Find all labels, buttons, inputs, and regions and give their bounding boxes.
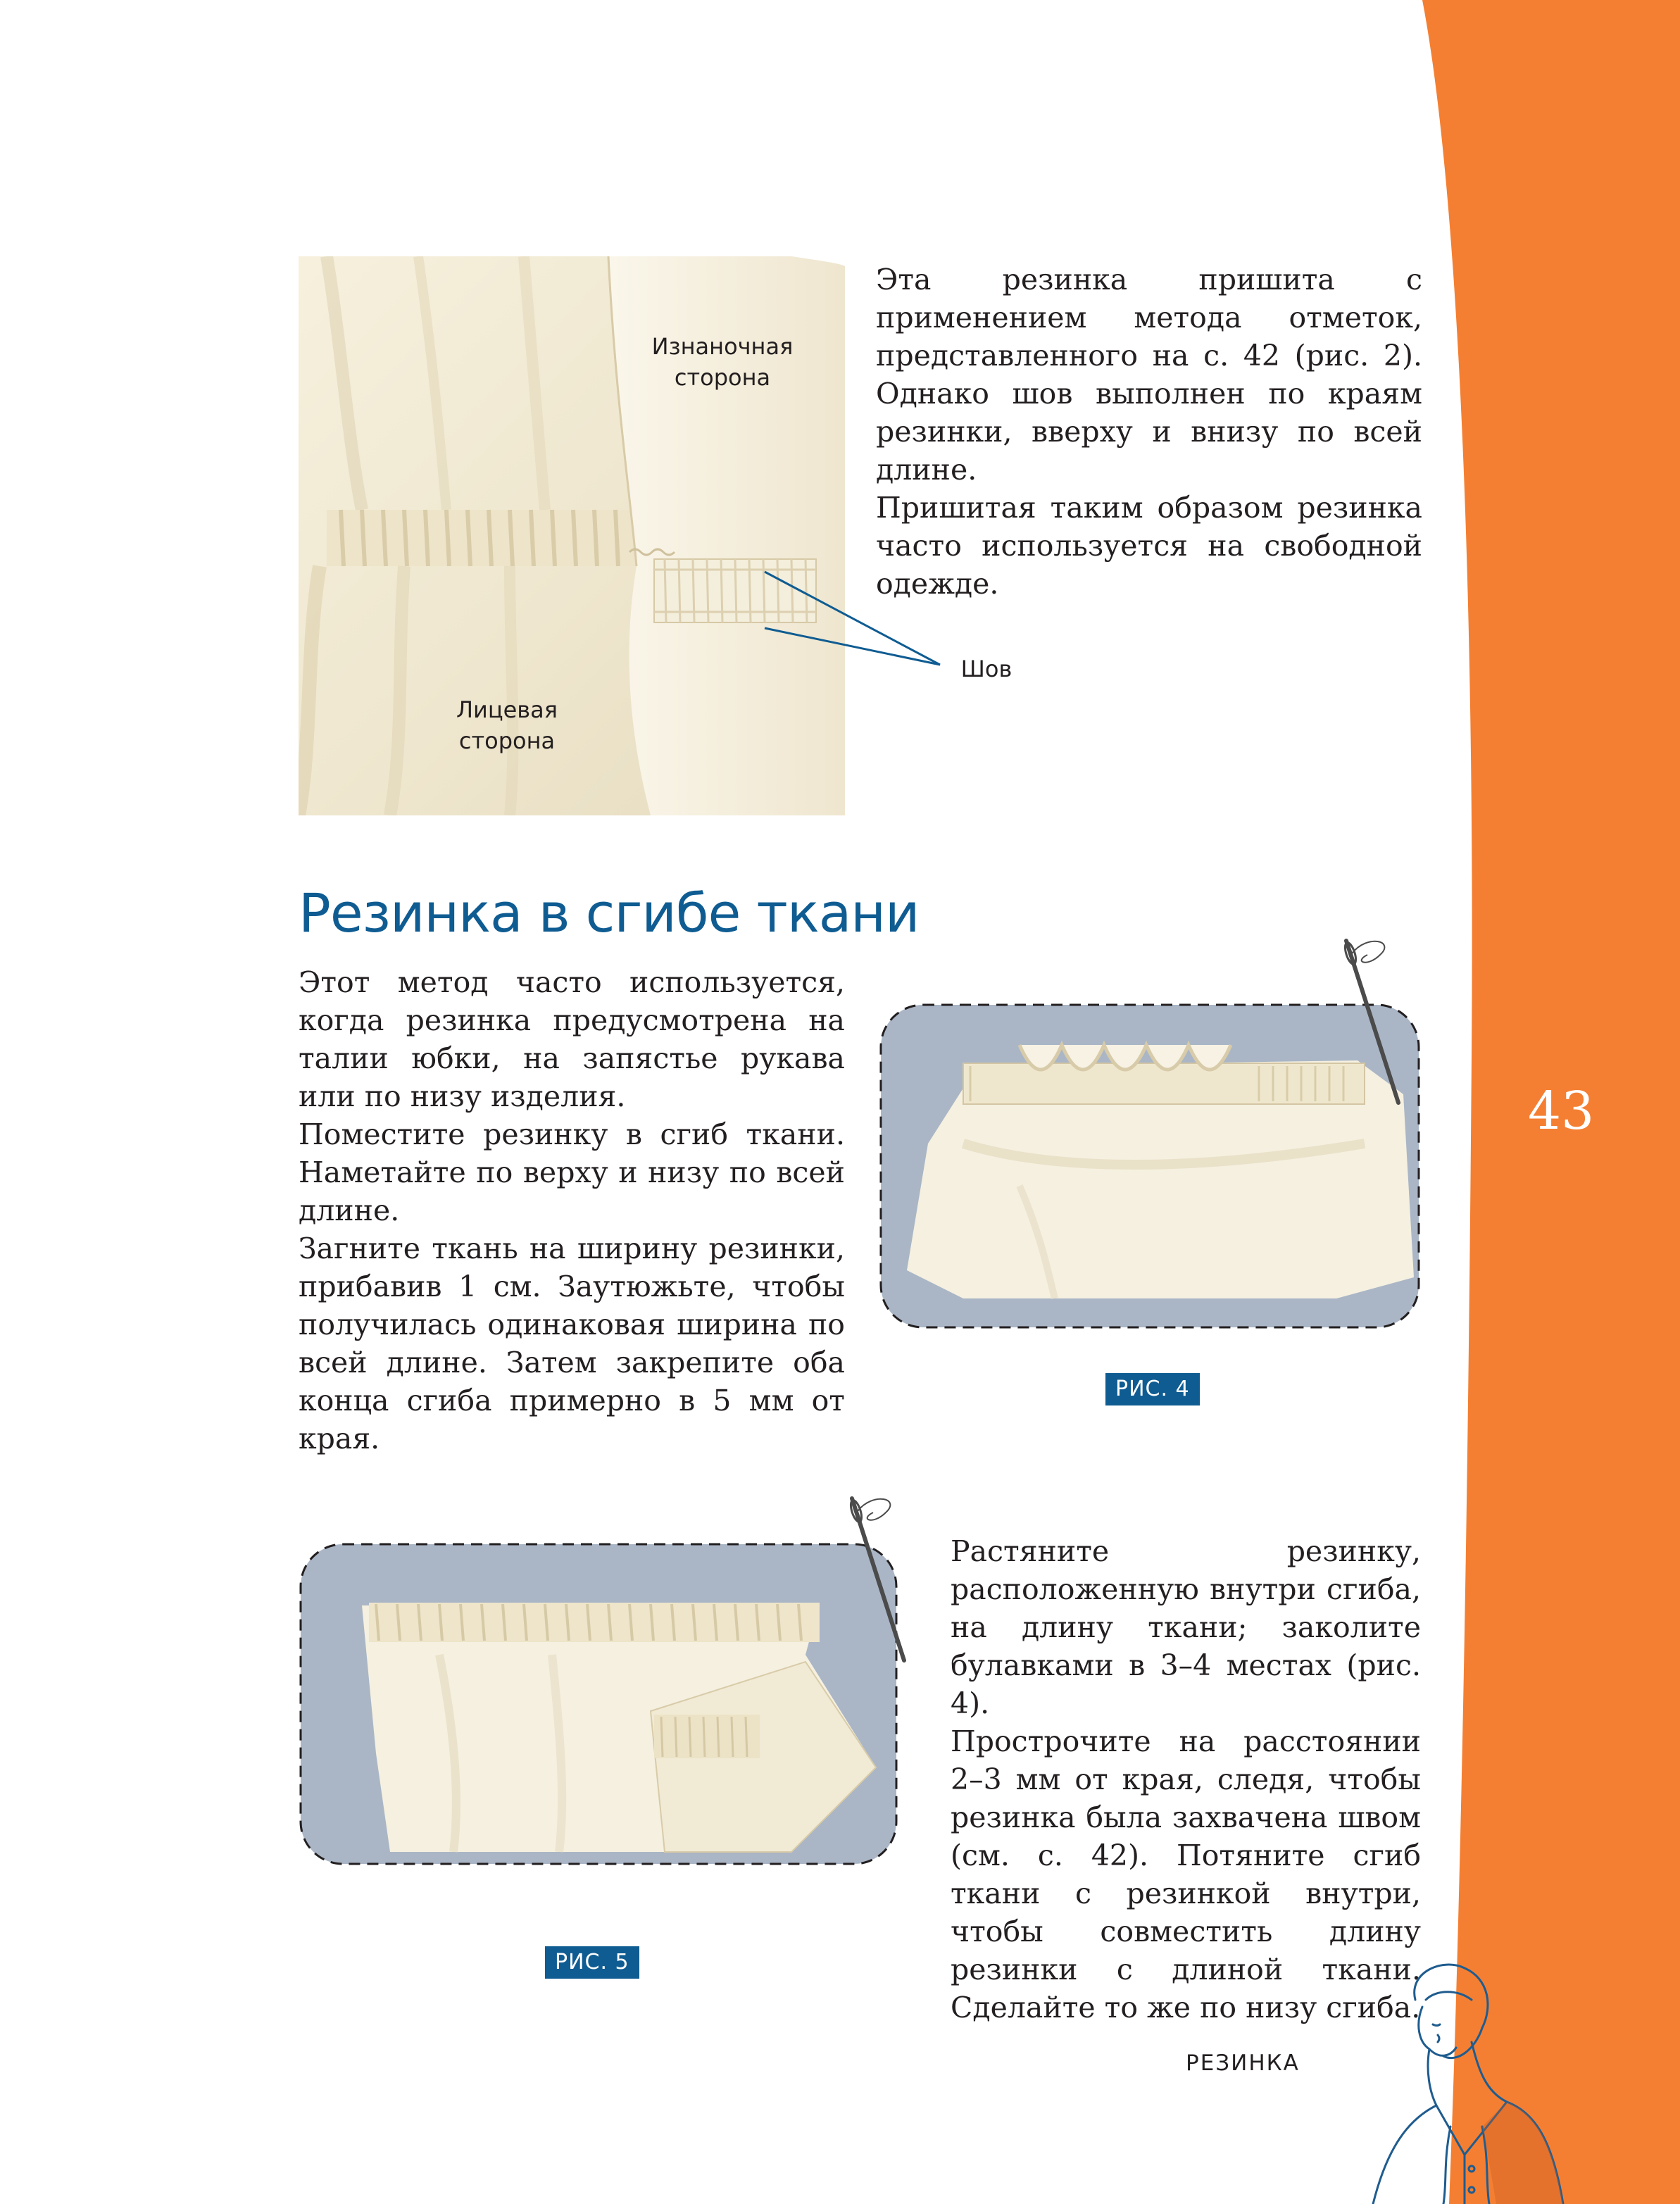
closing-text: Растяните резинку, расположенную внутри сгиба, на длину ткани; заколите булавками в 3–4 местах (рис. 4). Прострочите на расстоянии 2–3 мм от края, следя, чтобы резинка была захвачена швом (см. с. 42). Потяните сгиб ткани с резинкой внутри, чтобы совместить длину резинки с длиной ткани. Сделайте то же по низу сгиба. <box>951 1534 1421 2024</box>
section-text: Этот метод часто используется, когда резинка предусмотрена на талии юбки, на запястье рукава или по низу изделия. Поместите резинку в сгиб ткани. Наметайте по верху и низу по всей длине. Загните ткань на ширину резинки, прибавив 1 см. Заутюжьте, чтобы получилась одинаковая ширина по всей длине. Затем закрепите оба конца сгиба примерно в 5 мм от края. <box>299 965 845 1455</box>
figure-5-caption: РИС. 5 <box>545 1946 639 1979</box>
woman-illustration <box>1359 1958 1570 2204</box>
page-number: 43 <box>1528 1081 1595 1141</box>
needle-icon <box>831 1491 922 1667</box>
intro-text: Эта резинка пришита с применением метода отметок, представленного на с. 42 (рис. 2). Однако шов выполнен по краям резинки, вверху и внизу по всей длине. Пришитая таким образом резинка часто используется на свободной одежде. <box>876 263 1422 601</box>
label-right-side: Лицевая сторона <box>456 696 558 754</box>
figure-5 <box>299 1542 898 1866</box>
section-title: Резинка в сгибе ткани <box>299 882 920 944</box>
needle-icon <box>1325 934 1417 1110</box>
label-seam: Шов <box>960 656 1013 682</box>
running-footer: РЕЗИНКА <box>1186 2050 1300 2076</box>
label-wrong-side: Изнаночная сторона <box>651 333 794 391</box>
figure-4-caption: РИС. 4 <box>1105 1373 1200 1405</box>
